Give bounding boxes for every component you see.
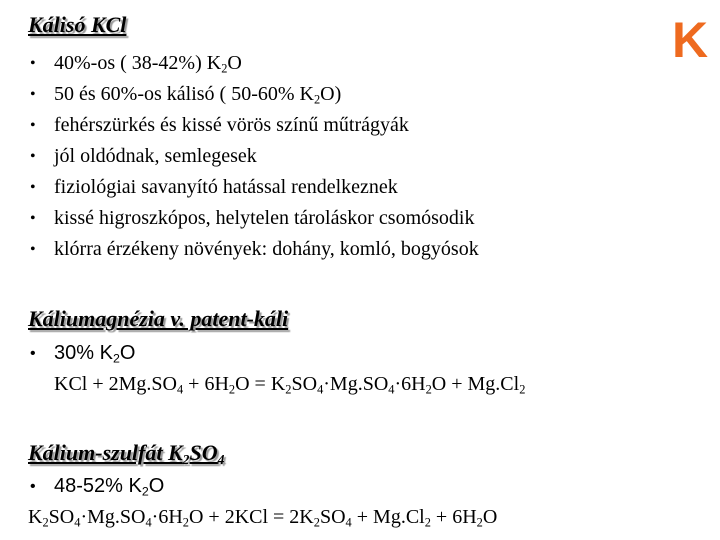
formula-subscript: 2: [285, 382, 292, 397]
list-item-text: fiziológiai savanyító hatással rendelkeznek: [54, 176, 398, 198]
list-item-text: 50 és 60%-os kálisó ( 50-60% $K_2O$): [54, 83, 342, 107]
list-item-text: 48-52% $K_2O$: [54, 475, 165, 499]
formula-subscript: 4: [317, 382, 324, 397]
formula-text: + 6H: [183, 373, 229, 395]
corner-letter-k: K: [672, 12, 709, 68]
formula-subscript: 2: [228, 382, 236, 397]
bullet-icon: •: [30, 241, 36, 258]
bullet-icon: •: [30, 179, 36, 196]
bullet-icon: •: [30, 86, 36, 103]
kaliumagnezia-equation: [54, 369, 525, 399]
formula-subscript: 4: [176, 382, 184, 397]
formula-text: O + Mg.Cl: [431, 373, 520, 395]
formula-text: + 6H: [430, 506, 477, 528]
formula-text: SO: [319, 506, 346, 528]
list-item-text: 30% $K_2O$: [54, 342, 136, 366]
formula-text: ·6H: [151, 506, 183, 528]
formula-text: SO: [291, 373, 318, 395]
formula-subscript: 2: [313, 515, 320, 530]
bullet-icon: •: [30, 345, 36, 362]
formula-text: ·Mg.SO: [80, 506, 146, 528]
formula-text: SO: [48, 506, 75, 528]
bullet-icon: •: [30, 117, 36, 134]
formula-subscript: 2: [42, 515, 49, 530]
bullet-icon: •: [30, 55, 36, 72]
section-heading-kaliso: Kálisó KCl: [28, 12, 127, 37]
formula-subscript: 4: [388, 382, 395, 397]
formula-subscript: 2: [476, 515, 483, 530]
kalium-szulfat-equation: [28, 502, 497, 532]
list-item-text: jól oldódnak, semlegesek: [54, 145, 257, 167]
formula-text: O = K: [235, 373, 286, 395]
formula-text: KCl + 2Mg.SO: [54, 373, 177, 395]
section-heading-kaliumagnezia: Káliumagnézia v. patent-káli: [28, 306, 289, 331]
formula-text: SO: [189, 440, 218, 465]
formula-subscript: 4: [145, 515, 152, 530]
formula-text: + Mg.Cl: [351, 506, 425, 528]
formula-text: Kálium-szulfát K: [28, 440, 183, 465]
formula-text: ·Mg.SO: [323, 373, 389, 395]
list-item-text: kissé higroszkópos, helytelen tároláskor csomósodik: [54, 207, 475, 229]
formula-text: ·6H: [394, 373, 426, 395]
formula-text: O + 2KCl = 2K: [188, 506, 314, 528]
list-item-text: 40%-os ( 38-42%) $K_2O$: [54, 52, 242, 76]
formula-subscript: 4: [74, 515, 81, 530]
formula-text: K: [28, 506, 43, 528]
list-item-text: fehérszürkés és kissé vörös színű műtrágyák: [54, 114, 409, 136]
bullet-icon: •: [30, 210, 36, 227]
formula-subscript: 2: [182, 452, 190, 468]
section-heading-kalium-szulfat: [28, 440, 224, 466]
formula-subscript: 4: [345, 515, 352, 530]
bullet-icon: •: [30, 478, 36, 495]
list-item-text: klórra érzékeny növények: dohány, komló, bogyósok: [54, 238, 479, 260]
formula-subscript: 2: [182, 515, 189, 530]
formula-subscript: 2: [424, 515, 431, 530]
formula-subscript: 2: [519, 382, 526, 397]
bullet-icon: •: [30, 148, 36, 165]
formula-subscript: 4: [217, 452, 225, 468]
formula-subscript: 2: [425, 382, 432, 397]
formula-text: O: [482, 506, 498, 528]
